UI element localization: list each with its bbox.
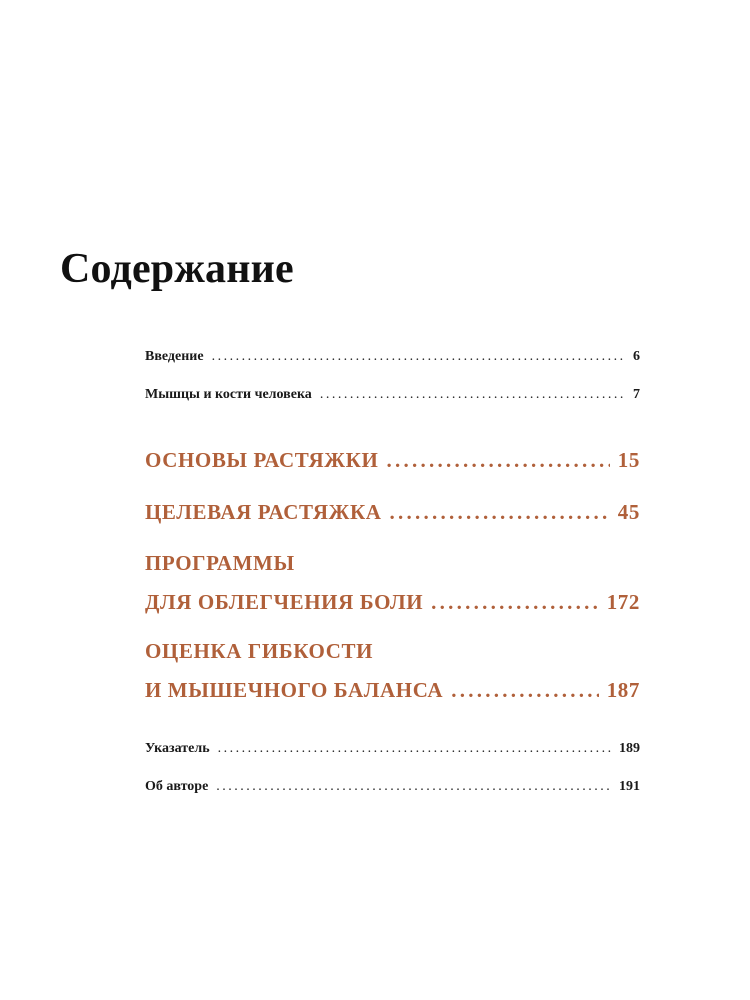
dot-leader [431,590,599,615]
dot-leader [212,349,625,365]
toc-entry-muscles[interactable] [145,387,640,407]
toc-page-number: 187 [606,678,640,702]
toc-entry-label: Об авторе [145,779,209,794]
toc-section-label: ОСНОВЫ РАСТЯЖКИ [145,448,379,472]
dot-leader [320,387,625,403]
toc-entry-label: Мышцы и кости человека [145,387,312,402]
toc-entry-label: Указатель [145,741,210,756]
toc-entry-intro[interactable] [145,349,640,369]
toc-page-number: 189 [619,741,640,756]
toc-section-assessment[interactable] [145,678,640,703]
dot-leader [218,741,611,757]
toc-entry-index[interactable] [145,741,640,761]
toc-entry-label: Введение [145,349,204,364]
toc-section-programs-line1[interactable]: ПРОГРАММЫ [145,551,295,575]
dot-leader [216,779,611,795]
toc-section-label: ДЛЯ ОБЛЕГЧЕНИЯ БОЛИ [145,590,424,614]
dot-leader [386,448,609,473]
dot-leader [390,500,610,525]
toc-section-programs[interactable] [145,590,640,615]
toc-page-number: 15 [617,448,640,472]
toc-page-number: 45 [617,500,640,524]
toc-section-assessment-line1[interactable]: ОЦЕНКА ГИБКОСТИ [145,639,374,663]
toc-section-basics[interactable] [145,448,640,473]
toc-page-number: 191 [619,779,640,794]
toc-page-number: 172 [606,590,640,614]
toc-entry-author[interactable] [145,779,640,799]
toc-page-number: 7 [633,387,640,402]
toc-section-targeted[interactable] [145,500,640,525]
dot-leader [451,678,598,703]
toc-section-label: И МЫШЕЧНОГО БАЛАНСА [145,678,444,702]
toc-page-number: 6 [633,349,640,364]
toc-section-label: ЦЕЛЕВАЯ РАСТЯЖКА [145,500,382,524]
page-title: Содержание [60,246,294,292]
